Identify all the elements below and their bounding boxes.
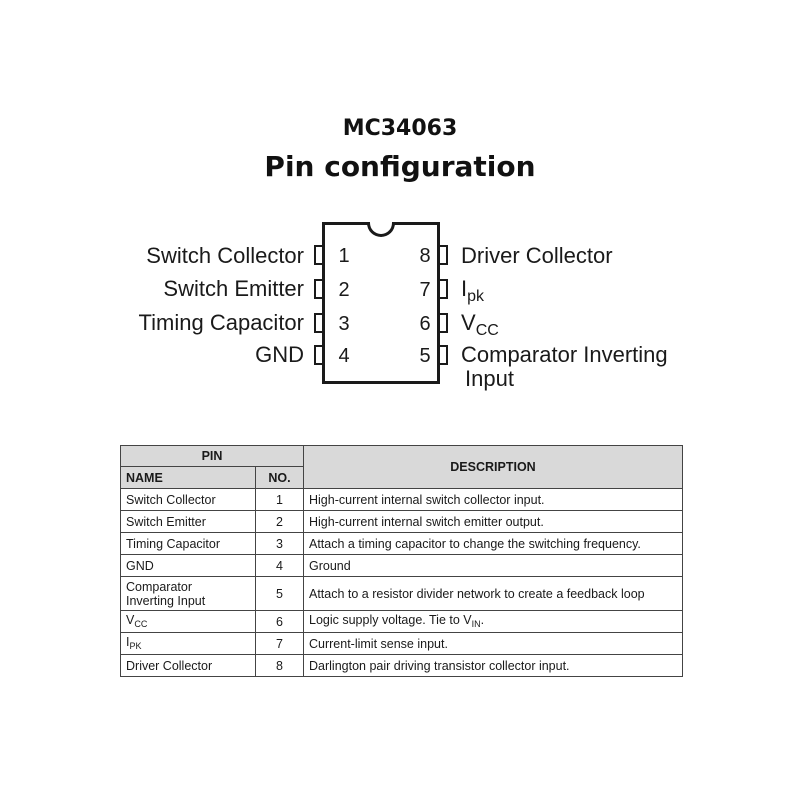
- table-row: [121, 655, 683, 677]
- row-number: 8: [256, 655, 304, 677]
- pin-5-label: Comparator Inverting: [461, 342, 668, 367]
- row-description: Current-limit sense input.: [304, 633, 683, 655]
- pin-3-lead: [314, 313, 322, 333]
- row-name-line2: Inverting Input: [126, 593, 206, 608]
- row-number: 3: [256, 533, 304, 555]
- row-name: GND: [121, 555, 256, 577]
- row-description: Attach a timing capacitor to change the switching frequency.: [304, 533, 683, 555]
- header-name: NAME: [121, 467, 256, 489]
- pin-7-number: 7: [419, 279, 431, 301]
- pin-description-table: [120, 445, 683, 677]
- row-name-sub: PK: [129, 640, 142, 651]
- pin-6-label: [461, 310, 499, 340]
- row-number: 4: [256, 555, 304, 577]
- row-name: Timing Capacitor: [121, 533, 256, 555]
- pin-6-number: 6: [419, 313, 431, 335]
- pin-7-label-main: I: [461, 276, 468, 301]
- row-name-main: I: [126, 634, 130, 649]
- row-description-end: .: [480, 612, 485, 627]
- header-no: NO.: [256, 467, 304, 489]
- row-description: Ground: [304, 555, 683, 577]
- table-row: [121, 489, 683, 511]
- pin-4-number: 4: [338, 345, 350, 367]
- pin-6-label-main: V: [461, 310, 476, 335]
- row-name-main: V: [126, 612, 135, 627]
- row-description-main: Logic supply voltage. Tie to V: [309, 612, 472, 627]
- row-number: 2: [256, 511, 304, 533]
- row-description: Attach to a resistor divider network to create a feedback loop: [304, 577, 683, 611]
- pin-7-label: [461, 276, 484, 306]
- pin-4-lead: [314, 345, 322, 365]
- pin-4-label: GND: [255, 342, 304, 367]
- row-name: Switch Collector: [121, 489, 256, 511]
- row-description: High-current internal switch collector input.: [304, 489, 683, 511]
- row-description: Darlington pair driving transistor collector input.: [304, 655, 683, 677]
- row-name: Driver Collector: [121, 655, 256, 677]
- row-name: Switch Emitter: [121, 511, 256, 533]
- pin-7-lead: [440, 279, 448, 299]
- pin-1-number: 1: [338, 245, 350, 267]
- row-description: High-current internal switch emitter output.: [304, 511, 683, 533]
- pin-1-lead: [314, 245, 322, 265]
- row-name: [121, 611, 256, 633]
- table-row: [121, 511, 683, 533]
- pin-1-label: Switch Collector: [146, 243, 304, 268]
- row-description: [304, 611, 683, 633]
- table-row: [121, 533, 683, 555]
- pin-3-label: Timing Capacitor: [138, 310, 304, 335]
- table-row: [121, 611, 683, 633]
- row-name-line1: Comparator: [126, 579, 192, 594]
- pin-5-lead: [440, 345, 448, 365]
- row-name-sub: CC: [134, 618, 148, 629]
- pin-6-lead: [440, 313, 448, 333]
- pin-5-number: 5: [419, 345, 431, 367]
- pin-2-label: Switch Emitter: [163, 276, 304, 301]
- table-row: [121, 555, 683, 577]
- part-number-title: MC34063: [342, 116, 458, 141]
- pin-8-label: Driver Collector: [461, 243, 613, 268]
- pin-6-label-sub: CC: [475, 322, 499, 339]
- pin-7-label-sub: pk: [467, 288, 485, 305]
- pin-8-lead: [440, 245, 448, 265]
- pin-2-lead: [314, 279, 322, 299]
- header-description: DESCRIPTION: [304, 446, 683, 489]
- row-name: [121, 633, 256, 655]
- pin-5-label-line2: Input: [465, 366, 514, 391]
- table-row: [121, 633, 683, 655]
- table-row: [121, 577, 683, 611]
- row-number: 7: [256, 633, 304, 655]
- pin-3-number: 3: [338, 313, 350, 335]
- pin-2-number: 2: [338, 279, 350, 301]
- row-number: 5: [256, 577, 304, 611]
- pin-configuration-title: Pin configuration: [264, 150, 536, 183]
- pin-8-number: 8: [419, 245, 431, 267]
- row-description-sub: IN: [471, 618, 481, 629]
- row-name: [121, 577, 256, 611]
- row-number: 1: [256, 489, 304, 511]
- row-number: 6: [256, 611, 304, 633]
- header-pin: PIN: [121, 446, 304, 467]
